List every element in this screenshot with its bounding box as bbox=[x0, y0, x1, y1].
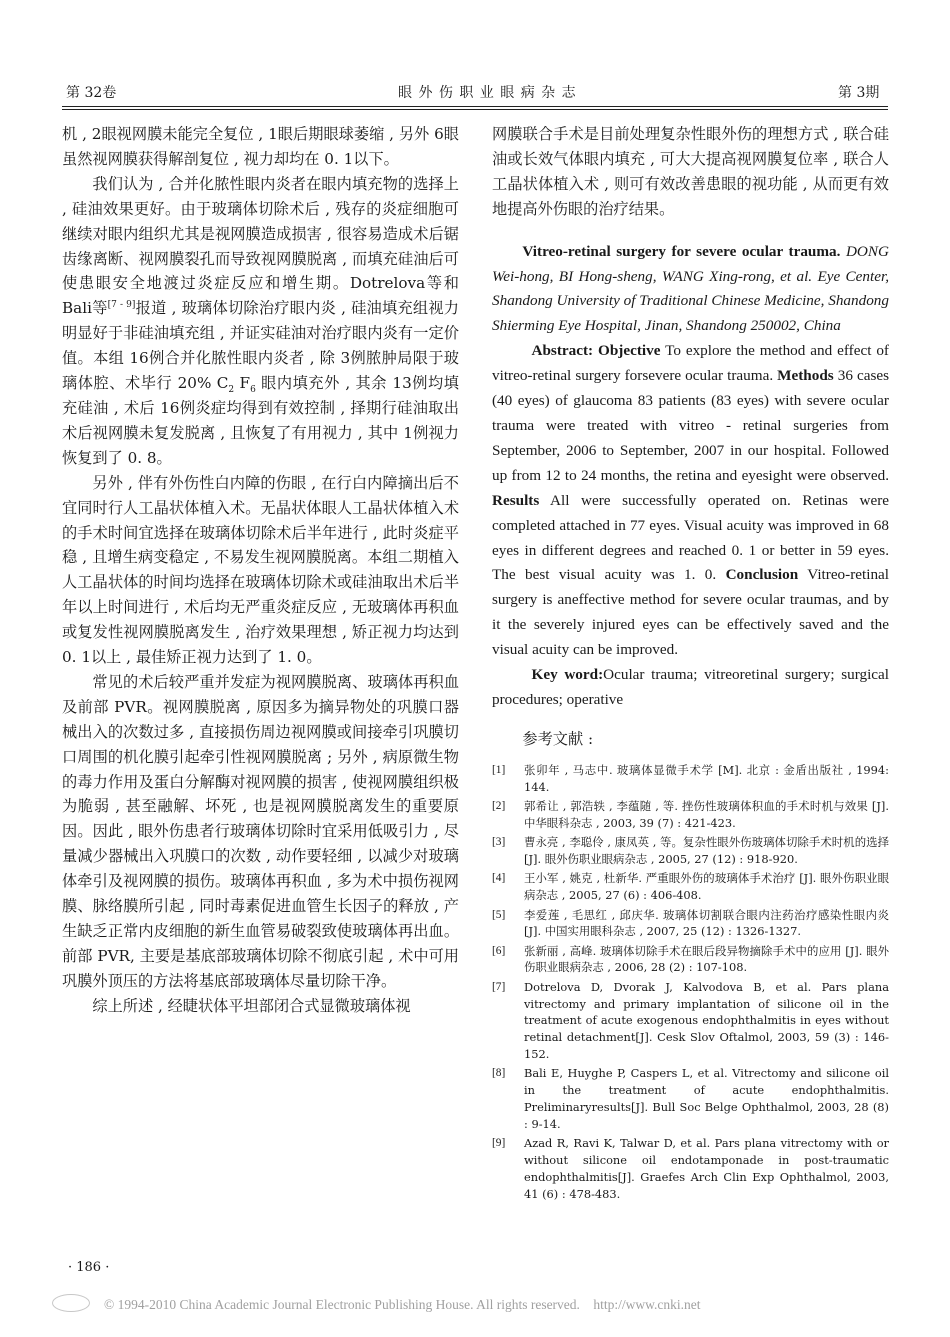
cnki-logo-icon bbox=[52, 1294, 90, 1312]
reference-text: 曹永亮 , 李聪伶 , 康凤英 , 等。复杂性眼外伤玻璃体切除手术时机的选择 [J]. 眼外伤职业眼病杂志 , 2005, 27 (12) : 918-920. bbox=[524, 835, 889, 866]
reference-number: [6] bbox=[492, 944, 506, 957]
reference-item bbox=[492, 943, 889, 977]
header-journal-title: 眼 外 伤 职 业 眼 病 杂 志 bbox=[398, 85, 577, 101]
reference-item bbox=[492, 979, 889, 1063]
reference-number: [3] bbox=[492, 836, 506, 849]
left-paragraph-1: 机 , 2眼视网膜未能完全复位 , 1眼后期眼球萎缩 , 另外 6眼虽然视网膜获得解剖复位 , 视力却均在 0. 1以下。 bbox=[62, 125, 459, 168]
citation-7-9: [7 - 9] bbox=[107, 300, 136, 311]
right-paragraph-1: 网膜联合手术是目前处理复杂性眼外伤的理想方式 , 联合硅油或长效气体眼内填充 , 可大大提高视网膜复位率 , 联合人工晶状体植入术 , 则可有效改善患眼的视功能 , 从而更有效地提高外伤眼的治疗结果。 bbox=[492, 125, 889, 218]
reference-text: Azad R, Ravi K, Talwar D, et al. Pars plana vitrectomy with or without silicone oil endotamponade in post-traumatic endophthalmitis[J]. Graefes Arch Clin Exp Ophthalmol, 2003, 41 (6) : 478-483. bbox=[524, 1136, 889, 1201]
reference-number: [5] bbox=[492, 908, 506, 921]
reference-item bbox=[492, 834, 889, 868]
header-volume: 第 32卷 bbox=[66, 85, 117, 101]
left-paragraph-3: 另外 , 伴有外伤性白内障的伤眼 , 在行白内障摘出后不宜同时行人工晶状体植入术。无晶状体眼人工晶状体植入术的手术时间宜选择在玻璃体切除术后半年进行 , 此时炎症平稳 , 且增生病变稳定 , 不易发生视网膜脱离。本组二期植入人工晶状体的时间均选择在玻璃体切除术或硅油取出术后半年以上时间进行 , 术后均无严重炎症反应 , 无玻璃体再积血或复发性视网膜脱离发生 , 治疗效果理想 , 矫正视力均达到 0. 1以上 , 最佳矫正视力达到了 1. 0。 bbox=[62, 473, 459, 667]
english-title-block bbox=[492, 240, 889, 340]
reference-text: 王小军 , 姚克 , 杜新华. 严重眼外伤的玻璃体手术治疗 [J]. 眼外伤职业眼病杂志 , 2005, 27 (6) : 406-408. bbox=[524, 871, 889, 903]
page-number: · 186 · bbox=[68, 1260, 110, 1275]
reference-item bbox=[492, 798, 889, 832]
reference-number: [4] bbox=[492, 872, 506, 885]
header-issue: 第 3期 bbox=[838, 85, 880, 101]
reference-number: [1] bbox=[492, 763, 506, 776]
reference-item bbox=[492, 762, 889, 796]
left-column bbox=[62, 122, 459, 1019]
reference-text: Bali E, Huyghe P, Caspers L, et al. Vitrectomy and silicone oil in the treatment of acute endophthalmitis. Preliminaryresults[J]. Bull Soc Belge Ophthalmol, 2003, 28 (8) : 9-14. bbox=[524, 1066, 889, 1131]
left-paragraph-5: 综上所述 , 经睫状体平坦部闭合式显微玻璃体视 bbox=[92, 996, 411, 1015]
reference-text: 李爱莲 , 毛思红 , 邱庆华. 玻璃体切割联合眼内注药治疗感染性眼内炎 [J]. 中国实用眼科杂志 , 2007, 25 (12) : 1326-1327. bbox=[524, 907, 889, 939]
references-heading: 参考文献 : bbox=[522, 729, 594, 748]
reference-text: Dotrelova D, Dvorak J, Kalvodova B, et al. Pars plana vitrectomy and primary implantation of silicone oil in the treatment of acute exogenous endophthalmitis in eyes without retinal detachment[J]. Cesk Slov Oftalmol, 2003, 59 (3) : 146-152. bbox=[524, 979, 889, 1062]
reference-text: 郭希让 , 郭浩轶 , 李蕴随 , 等. 挫伤性玻璃体积血的手术时机与效果 [J]. 中华眼科杂志 , 2003, 39 (7) : 421-423. bbox=[524, 798, 889, 830]
header-rule-top bbox=[62, 106, 888, 107]
reference-item bbox=[492, 1065, 889, 1132]
header-rule-bottom bbox=[62, 109, 888, 110]
copyright-footer: © 1994-2010 China Academic Journal Electronic Publishing House. All rights reserved. http://www.cnki.net bbox=[104, 1297, 701, 1312]
reference-number: [7] bbox=[492, 980, 506, 993]
reference-number: [8] bbox=[492, 1067, 506, 1080]
left-paragraph-2: 我们认为 , 合并化脓性眼内炎者在眼内填充物的选择上 , 硅油效果更好。由于玻璃体切除术后 , 残存的炎症细胞可继续对眼内组织尤其是视网膜造成损害 , 很容易造成术后锯齿缘离断、视网膜裂孔而导致视网膜脱离 , 而填充硅油后可使患眼安全地渡过炎症反应和增生期。Dotrelova等和 Bali等[7 - 9]报道 , 玻璃体切除治疗眼内炎 , 硅油填充组视力明显好于非硅油填充组 , 并证实硅油对治疗眼内炎有一定价值。本组 16例合并化脓性眼内炎者 , 除 3例脓肿局限于玻璃体腔、术毕行 20% $C_2$ $F_6$ 眼内填充外 , 其余 13例均填充硅油 , 术后 16例炎症均得到有效控制 , 择期行硅油取出术后视网膜未复发脱离 , 且恢复了有用视力 , 其中 1例视力恢复到了 0. 8。 bbox=[62, 174, 459, 467]
reference-text: 张新丽 , 高峰. 玻璃体切除手术在眼后段异物摘除手术中的应用 [J]. 眼外伤职业眼病杂志 , 2006, 28 (2) : 107-108. bbox=[524, 943, 889, 975]
reference-number: [9] bbox=[492, 1137, 506, 1150]
abstract-block: Abstract: Objective To explore the method and effect of vitreo-retinal surgery forsevere ocular trauma. Methods 36 cases (40 eyes) of glaucoma 83 patients (83 eyes) with severe ocular trauma were treated with vitreo - retinal surgeries from September, 2006 to September, 2007 in our hospital. Followed up from 12 to 24 months, the retina and eyesight were observed. Results All were successfully operated on. Retinas were completed attached in 77 eyes. Visual acuity was improved in 68 eyes in different degrees and reached 0. 1 or better in 59 eyes. The best visual acuity was 1. 0. Conclusion Vitreo-retinal surgery is aneffective method for severe ocular traumas, and by it the severely injured eyes can be effectively saved and the visual acuity can be improved. bbox=[492, 342, 890, 659]
reference-item bbox=[492, 907, 889, 941]
english-authors: DONG Wei-hong, BI Hong-sheng, WANG Xing-rong, et al. Eye Center, Shandong University of Traditional Chinese Medicine, Shandong Shierming Eye Hospital, Jinan, Shandong 250002, China bbox=[492, 242, 889, 335]
english-title: Vitreo-retinal surgery for severe ocular trauma. bbox=[522, 242, 841, 260]
reference-list bbox=[492, 762, 889, 1203]
right-column bbox=[492, 122, 889, 1205]
reference-text: 张卯年 , 马志中. 玻璃体显微手术学 [M]. 北京 : 金盾出版社 , 1994: 144. bbox=[524, 762, 889, 794]
reference-item bbox=[492, 1135, 889, 1202]
keywords-block: Key word:Ocular trauma; vitreoretinal surgery; surgical procedures; operative bbox=[492, 666, 889, 708]
reference-number: [2] bbox=[492, 799, 506, 812]
reference-item bbox=[492, 870, 889, 904]
left-paragraph-4: 常见的术后较严重并发症为视网膜脱离、玻璃体再积血及前部 PVR。视网膜脱离 , 原因多为摘异物处的巩膜口器械出入的次数过多 , 直接损伤周边视网膜或间接牵引巩膜切口周围的机化膜引起牵引性视网膜脱离 ; 另外 , 病原微生物的毒力作用及蛋白分解酶对视网膜的损害 , 使视网膜组织极为脆弱 , 甚至融解、坏死 , 也是视网膜脱离发生的重要原因。因此 , 眼外伤患者行玻璃体切除时宜采用低吸引力 , 尽量减少器械出入巩膜口的次数 , 动作要轻细 , 以减少对玻璃体牵引及视网膜的损伤。玻璃体再积血 , 多为术中损伤视网膜、脉络膜所引起 , 同时毒素促进血管生长因子的释放 , 产生缺乏正常内皮细胞的新生血管易破裂致使玻璃体再出血。前部 PVR, 主要是基底部玻璃体切除不彻底引起 , 术中可用巩膜外顶压的方法将基底部玻璃体尽量切除干净。 bbox=[62, 672, 459, 990]
